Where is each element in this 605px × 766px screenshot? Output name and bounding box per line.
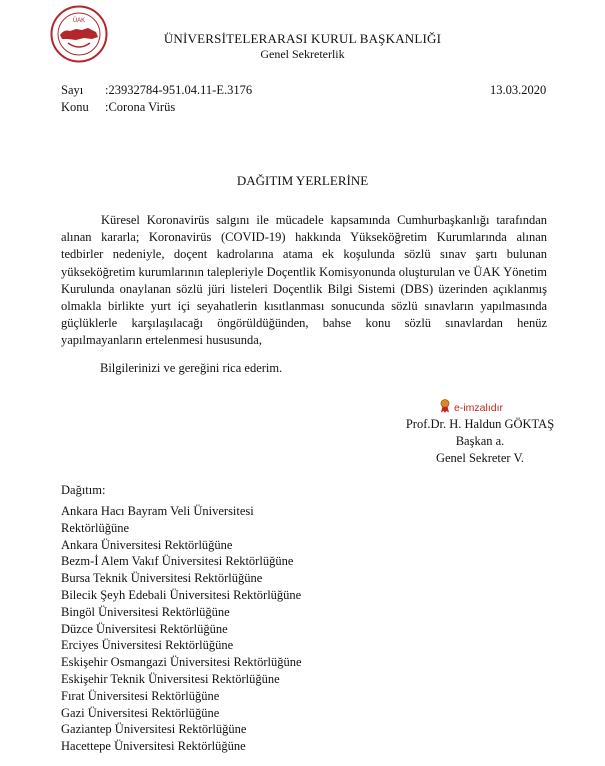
list-item: Fırat Üniversitesi Rektörlüğüne	[61, 688, 220, 703]
sayi-value: :23932784-951.04.11-E.3176	[105, 83, 253, 97]
signature-block	[360, 416, 600, 467]
body-paragraph: Küresel Koronavirüs salgını ile mücadele kapsamında Cumhurbaşkanlığı tarafından alınan kararla; Koronavirüs (COVID-19) hakkında Yükseköğretim Kurumlarında alınan tedbirler nedeniyle, doçent kadrolarına atama ek koşulunda sözlü sınav şartı bulunan yükseköğretim kurumlarının talepleriyle Doçentlik Komisyonunda oluşturulan ve ÜAK Yönetim Kurulunda onaylanan sözlü jüri listeleri Doçentlik Bilgi Sistemi (DBS) üzerinden açıklanmış olmakla birlikte yurt içi seyahatlerin kısıtlanması sonucunda sözlü sınavların yapılmasında güçlüklerle karşılaşılacağı öngörüldüğünden, bahse konu sözlü sınavlardan henüz yapılmayanların ertelenmesi hususunda,	[61, 213, 547, 348]
list-item: Bursa Teknik Üniversitesi Rektörlüğüne	[61, 571, 263, 586]
distribution-list	[61, 503, 302, 755]
list-item: Erciyes Üniversitesi Rektörlüğüne	[61, 638, 234, 653]
list-item: Bilecik Şeyh Edebali Üniversitesi Rektörlüğüne	[61, 587, 302, 602]
signatory-title: Başkan a.	[455, 434, 505, 448]
list-item: Bezm-İ Alem Vakıf Üniversitesi Rektörlüğüne	[61, 554, 294, 569]
institution-title: ÜNİVERSİTELERARASI KURUL BAŞKANLIĞI	[163, 31, 442, 46]
konu-value: :Corona Virüs	[105, 100, 176, 114]
document-date: 13.03.2020	[490, 83, 547, 97]
list-item: Düzce Üniversitesi Rektörlüğüne	[61, 621, 228, 636]
signatory-role: Genel Sekreter V.	[435, 451, 525, 465]
esign-mark	[440, 399, 503, 416]
distribution-heading: DAĞITIM YERLERİNE	[236, 173, 369, 188]
list-item: Gaziantep Üniversitesi Rektörlüğüne	[61, 722, 247, 737]
distribution-label: Dağıtım:	[61, 483, 106, 497]
list-item: Bingöl Üniversitesi Rektörlüğüne	[61, 604, 230, 619]
list-item: Gazi Üniversitesi Rektörlüğüne	[61, 705, 220, 720]
list-item: Ankara Üniversitesi Rektörlüğüne	[61, 537, 233, 552]
list-item: Rektörlüğüne	[61, 520, 130, 535]
list-item: Ankara Hacı Bayram Veli Üniversitesi	[61, 504, 254, 518]
list-item: Eskişehir Osmangazi Üniversitesi Rektörlüğüne	[61, 655, 302, 670]
list-item: Eskişehir Teknik Üniversitesi Rektörlüğüne	[61, 671, 280, 686]
ribbon-icon	[440, 399, 450, 416]
konu-label: Konu	[61, 100, 89, 114]
institution-subtitle: Genel Sekreterlik	[260, 47, 345, 61]
svg-text:ÜAK: ÜAK	[72, 18, 86, 24]
closing-line: Bilgilerinizi ve gereğini rica ederim.	[100, 361, 283, 375]
sayi-label: Sayı	[61, 83, 84, 97]
esign-label: e-imzalıdır	[454, 401, 504, 414]
list-item: Hacettepe Üniversitesi Rektörlüğüne	[61, 739, 246, 754]
signatory-name: Prof.Dr. H. Haldun GÖKTAŞ	[405, 417, 555, 431]
